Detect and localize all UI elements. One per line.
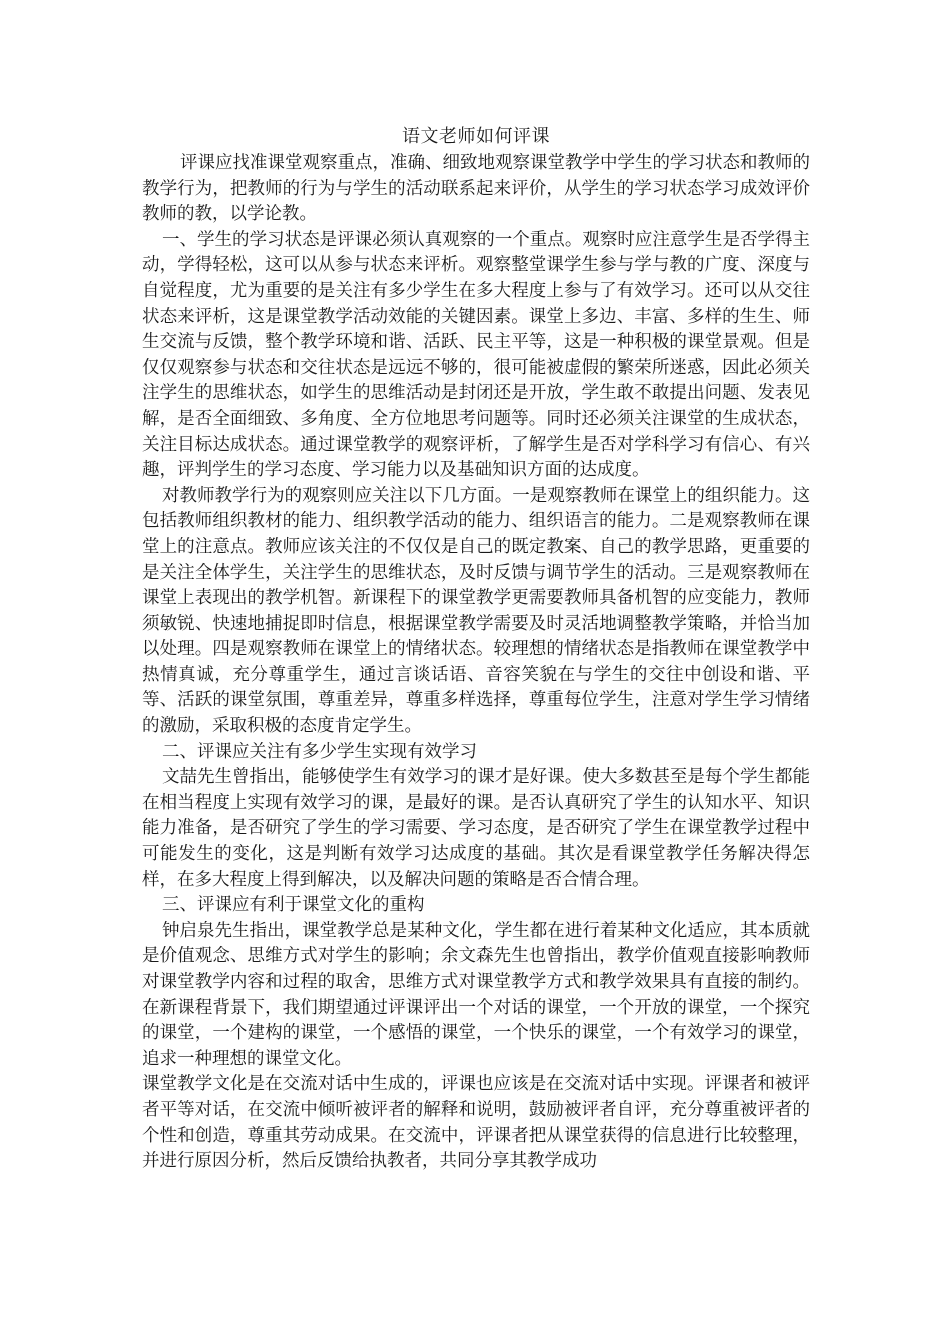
teacher-behavior-paragraph: 对教师教学行为的观察则应关注以下几方面。一是观察教师在课堂上的组织能力。这包括教师组织教材的能力、组织教学活动的能力、组织语言的能力。二是观察教师在课堂上的注意点。教师应该关注的不仅仅是自己的既定教案、自己的教学思路，更重要的是关注全体学生，关注学生的思维状态，及时反馈与调节学生的活动。三是观察教师在课堂上表现出的教学机智。新课程下的课堂教学更需要教师具备机智的应变能力，教师须敏锐、快速地捕捉即时信息，根据课堂教学需要及时灵活地调整教学策略，并恰当加以处理。四是观察教师在课堂上的情绪状态。较理想的情绪状态是指教师在课堂教学中热情真诚，充分尊重学生，通过言谈话语、音容笑貌在与学生的交往中创设和谐、平等、活跃的课堂氛围，尊重差异，尊重多样选择，尊重每位学生，注意对学生学习情绪的激励，采取积极的态度肯定学生。 [142, 485, 810, 737]
section-3-heading: 三、评课应有利于课堂文化的重构 [162, 895, 425, 916]
section-2-paragraph: 文喆先生曾指出，能够使学生有效学习的课才是好课。使大多数甚至是每个学生都能在相当程度上实现有效学习的课，是最好的课。是否认真研究了学生的认知水平、知识能力准备，是否研究了学生的学习需要、学习态度，是否研究了学生在课堂教学过程中可能发生的变化，这是判断有效学习达成度的基础。其次是看课堂教学任务解决得怎样，在多大程度上得到解决，以及解决问题的策略是否合情合理。 [142, 767, 810, 890]
document-title: 语文老师如何评课 [402, 126, 550, 147]
section-1-paragraph: 一、学生的学习状态是评课必须认真观察的一个重点。观察时应注意学生是否学得主动，学得轻松，这可以从参与状态来评析。观察整堂课学生参与学与教的广度、深度与自觉程度，尤为重要的是关注有多少学生在多大程度上参与了有效学习。还可以从交往状态来评析，这是课堂教学活动效能的关键因素。课堂上多边、丰富、多样的生生、师生交流与反馈，整个教学环境和谐、活跃、民主平等，这是一种积极的课堂景观。但是仅仅观察参与状态和交往状态是远远不够的，很可能被虚假的繁荣所迷惑，因此必须关注学生的思维状态，如学生的思维活动是封闭还是开放，学生敢不敢提出问题、发表见解，是否全面细致、多角度、全方位地思考问题等。同时还必须关注课堂的生成状态，关注目标达成状态。通过课堂教学的观察评析，了解学生是否对学科学习有信心、有兴趣，评判学生的学习态度、学习能力以及基础知识方面的达成度。 [142, 229, 810, 481]
section-3-continuation-paragraph: 课堂教学文化是在交流对话中生成的，评课也应该是在交流对话中实现。评课者和被评者平等对话，在交流中倾听被评者的解释和说明，鼓励被评者自评，充分尊重被评者的个性和创造，尊重其劳动成果。在交流中，评课者把从课堂获得的信息进行比较整理，并进行原因分析，然后反馈给执教者，共同分享其教学成功 [142, 1074, 810, 1172]
section-3-paragraph: 钟启泉先生指出，课堂教学总是某种文化，学生都在进行着某种文化适应，其本质就是价值观念、思维方式对学生的影响；余文森先生也曾指出，教学价值观直接影响教师对课堂教学内容和过程的取舍，思维方式对课堂教学方式和教学效果具有直接的制约。在新课程背景下，我们期望通过评课评出一个对话的课堂，一个开放的课堂，一个探究的课堂，一个建构的课堂，一个感悟的课堂，一个快乐的课堂，一个有效学习的课堂，追求一种理想的课堂文化。 [142, 920, 810, 1069]
intro-paragraph: 评课应找准课堂观察重点，准确、细致地观察课堂教学中学生的学习状态和教师的教学行为，把教师的行为与学生的活动联系起来评价，从学生的学习状态学习成效评价教师的教，以学论教。 [142, 153, 810, 225]
section-2-heading: 二、评课应关注有多少学生实现有效学习 [162, 741, 477, 762]
document-body [142, 123, 810, 1175]
